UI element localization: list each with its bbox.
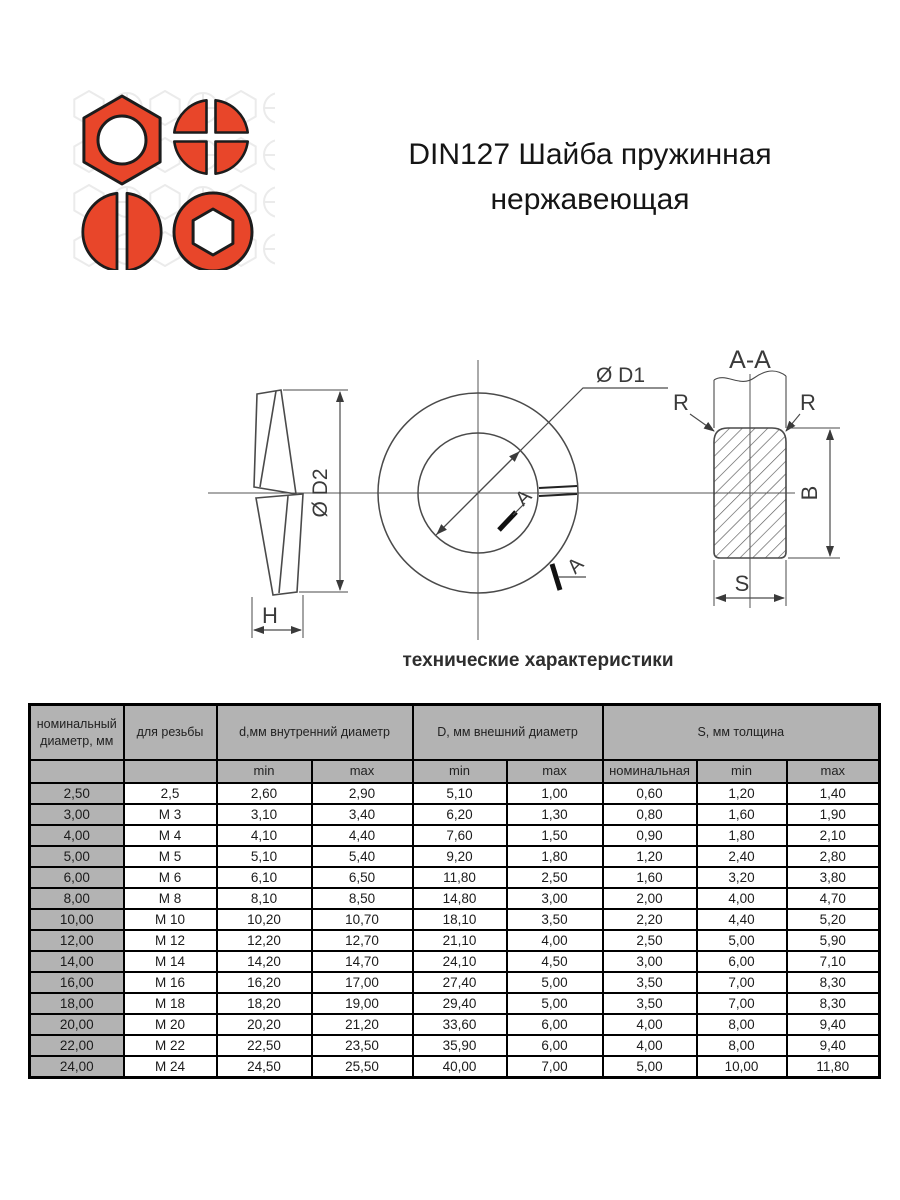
spec-table — [28, 703, 881, 1079]
table-cell: 11,80 — [413, 867, 507, 888]
table-cell: M 14 — [124, 951, 217, 972]
table-cell: 27,40 — [413, 972, 507, 993]
table-cell: 8,30 — [787, 972, 880, 993]
col-header-thickness: S, мм толщина — [603, 705, 880, 761]
table-row — [30, 867, 880, 888]
table-cell: M 5 — [124, 846, 217, 867]
table-cell: 14,20 — [217, 951, 312, 972]
table-cell: 7,00 — [697, 972, 787, 993]
table-cell: 18,10 — [413, 909, 507, 930]
dim-label-s: S — [734, 571, 750, 596]
table-row — [30, 846, 880, 867]
table-cell: 4,00 — [697, 888, 787, 909]
subheader-max: max — [507, 760, 603, 783]
table-cell: 7,00 — [697, 993, 787, 1014]
table-cell: 8,50 — [312, 888, 413, 909]
dim-label-d1: Ø D1 — [596, 364, 646, 387]
table-cell: 3,10 — [217, 804, 312, 825]
table-cell: 22,50 — [217, 1035, 312, 1056]
table-cell: 8,10 — [217, 888, 312, 909]
nominal-diameter-cell: 5,00 — [30, 846, 124, 867]
table-cell: 5,10 — [217, 846, 312, 867]
table-cell: 5,00 — [507, 972, 603, 993]
hex-socket-icon — [174, 193, 252, 270]
table-cell: 8,00 — [697, 1014, 787, 1035]
subheader-max: max — [312, 760, 413, 783]
table-cell: 1,20 — [697, 783, 787, 804]
table-cell: M 22 — [124, 1035, 217, 1056]
table-cell: 6,00 — [697, 951, 787, 972]
nominal-diameter-cell: 12,00 — [30, 930, 124, 951]
table-row — [30, 825, 880, 846]
technical-drawing — [0, 330, 900, 665]
table-cell: M 18 — [124, 993, 217, 1014]
table-cell: 5,10 — [413, 783, 507, 804]
table-row — [30, 1035, 880, 1056]
table-cell: 1,00 — [507, 783, 603, 804]
table-cell: 24,50 — [217, 1056, 312, 1078]
table-cell: 24,10 — [413, 951, 507, 972]
table-row — [30, 951, 880, 972]
col-header-inner-diameter: d,мм внутренний диаметр — [217, 705, 413, 761]
table-cell: M 6 — [124, 867, 217, 888]
nominal-diameter-cell: 18,00 — [30, 993, 124, 1014]
table-cell: 3,50 — [603, 972, 697, 993]
table-cell: 2,5 — [124, 783, 217, 804]
table-cell: 4,40 — [697, 909, 787, 930]
table-row — [30, 888, 880, 909]
table-cell: 4,00 — [603, 1035, 697, 1056]
table-cell: 1,20 — [603, 846, 697, 867]
table-cell: 2,60 — [217, 783, 312, 804]
nominal-diameter-cell: 6,00 — [30, 867, 124, 888]
table-cell: 4,70 — [787, 888, 880, 909]
table-cell: 9,20 — [413, 846, 507, 867]
nominal-diameter-cell: 8,00 — [30, 888, 124, 909]
table-row — [30, 804, 880, 825]
table-cell: M 3 — [124, 804, 217, 825]
col-header-nominal: номинальный диаметр, мм — [30, 705, 124, 761]
table-cell: 3,00 — [507, 888, 603, 909]
table-cell: 1,50 — [507, 825, 603, 846]
table-cell: 20,20 — [217, 1014, 312, 1035]
table-cell: 0,80 — [603, 804, 697, 825]
table-cell: 2,10 — [787, 825, 880, 846]
table-cell: M 8 — [124, 888, 217, 909]
table-row — [30, 783, 880, 804]
nominal-diameter-cell: 16,00 — [30, 972, 124, 993]
table-cell: 21,20 — [312, 1014, 413, 1035]
table-cell: 1,40 — [787, 783, 880, 804]
subheader-min: min — [217, 760, 312, 783]
table-cell: 2,50 — [507, 867, 603, 888]
table-cell: 4,00 — [507, 930, 603, 951]
table-row — [30, 1056, 880, 1078]
subheader-nominal: номинальная — [603, 760, 697, 783]
table-cell: 2,40 — [697, 846, 787, 867]
table-cell: 1,60 — [603, 867, 697, 888]
table-cell: 6,50 — [312, 867, 413, 888]
table-cell: 1,30 — [507, 804, 603, 825]
side-view — [252, 390, 348, 638]
table-cell: 0,60 — [603, 783, 697, 804]
table-cell: 16,20 — [217, 972, 312, 993]
radius-label-left: R — [673, 390, 689, 415]
table-cell: 6,00 — [507, 1035, 603, 1056]
table-cell: 14,70 — [312, 951, 413, 972]
table-cell: 25,50 — [312, 1056, 413, 1078]
dim-label-h: H — [262, 603, 278, 628]
table-cell: 5,20 — [787, 909, 880, 930]
nominal-diameter-cell: 24,00 — [30, 1056, 124, 1078]
subheader-empty — [30, 760, 124, 783]
table-cell: 4,40 — [312, 825, 413, 846]
table-cell: 6,20 — [413, 804, 507, 825]
table-cell: 4,50 — [507, 951, 603, 972]
table-cell: 5,00 — [697, 930, 787, 951]
table-cell: 2,50 — [603, 930, 697, 951]
table-cell: 3,40 — [312, 804, 413, 825]
table-cell: 1,60 — [697, 804, 787, 825]
table-cell: M 4 — [124, 825, 217, 846]
table-cell: M 24 — [124, 1056, 217, 1078]
table-cell: 14,80 — [413, 888, 507, 909]
table-cell: M 16 — [124, 972, 217, 993]
table-cell: 6,00 — [507, 1014, 603, 1035]
table-cell: 9,40 — [787, 1014, 880, 1035]
table-cell: 0,90 — [603, 825, 697, 846]
table-cell: 2,90 — [312, 783, 413, 804]
table-cell: 29,40 — [413, 993, 507, 1014]
table-cell: 3,20 — [697, 867, 787, 888]
table-cell: 5,40 — [312, 846, 413, 867]
nominal-diameter-cell: 22,00 — [30, 1035, 124, 1056]
subheader-min: min — [413, 760, 507, 783]
table-cell: 10,00 — [697, 1056, 787, 1078]
table-subheader-row — [30, 760, 880, 783]
subheader-empty — [124, 760, 217, 783]
table-cell: 4,10 — [217, 825, 312, 846]
table-cell: 8,00 — [697, 1035, 787, 1056]
table-cell: 7,10 — [787, 951, 880, 972]
table-cell: 23,50 — [312, 1035, 413, 1056]
table-cell: 1,80 — [507, 846, 603, 867]
table-cell: 18,20 — [217, 993, 312, 1014]
table-row — [30, 930, 880, 951]
section-title: A-A — [729, 346, 771, 374]
table-row — [30, 993, 880, 1014]
table-cell: 6,10 — [217, 867, 312, 888]
page-title — [320, 132, 860, 222]
col-header-outer-diameter: D, мм внешний диаметр — [413, 705, 603, 761]
table-cell: 17,00 — [312, 972, 413, 993]
section-mark-label-outer: A — [563, 553, 589, 579]
subheader-max: max — [787, 760, 880, 783]
table-cell: 8,30 — [787, 993, 880, 1014]
table-cell: M 10 — [124, 909, 217, 930]
dim-label-d2: Ø D2 — [309, 468, 332, 518]
table-cell: 1,90 — [787, 804, 880, 825]
table-cell: 1,80 — [697, 825, 787, 846]
table-cell: M 12 — [124, 930, 217, 951]
spec-table-body — [30, 783, 880, 1078]
spec-heading: технические характеристики — [402, 650, 674, 671]
nominal-diameter-cell: 20,00 — [30, 1014, 124, 1035]
table-cell: 3,80 — [787, 867, 880, 888]
table-cell: 5,00 — [507, 993, 603, 1014]
table-cell: 7,00 — [507, 1056, 603, 1078]
table-cell: 12,20 — [217, 930, 312, 951]
table-cell: 2,00 — [603, 888, 697, 909]
table-cell: 3,00 — [603, 951, 697, 972]
nominal-diameter-cell: 4,00 — [30, 825, 124, 846]
table-cell: 4,00 — [603, 1014, 697, 1035]
table-row — [30, 909, 880, 930]
table-cell: 7,60 — [413, 825, 507, 846]
table-cell: 2,80 — [787, 846, 880, 867]
table-cell: 9,40 — [787, 1035, 880, 1056]
table-cell: 3,50 — [507, 909, 603, 930]
table-cell: 5,90 — [787, 930, 880, 951]
table-cell: 12,70 — [312, 930, 413, 951]
table-cell: 11,80 — [787, 1056, 880, 1078]
table-cell: 5,00 — [603, 1056, 697, 1078]
dim-label-b: B — [797, 485, 822, 501]
product-title-line1: DIN127 Шайба пружинная — [408, 138, 772, 171]
section-mark-label-inner: A — [511, 485, 537, 511]
table-cell: 33,60 — [413, 1014, 507, 1035]
table-row — [30, 1014, 880, 1035]
subheader-min: min — [697, 760, 787, 783]
radius-label-right: R — [800, 390, 816, 415]
nominal-diameter-cell: 3,00 — [30, 804, 124, 825]
table-cell: 19,00 — [312, 993, 413, 1014]
table-cell: M 20 — [124, 1014, 217, 1035]
table-cell: 3,50 — [603, 993, 697, 1014]
table-header-row — [30, 705, 880, 761]
nominal-diameter-cell: 2,50 — [30, 783, 124, 804]
table-cell: 10,20 — [217, 909, 312, 930]
table-cell: 35,90 — [413, 1035, 507, 1056]
table-row — [30, 972, 880, 993]
brand-logo — [70, 85, 275, 270]
table-cell: 2,20 — [603, 909, 697, 930]
table-cell: 10,70 — [312, 909, 413, 930]
centerlines — [208, 360, 795, 640]
nominal-diameter-cell: 14,00 — [30, 951, 124, 972]
nominal-diameter-cell: 10,00 — [30, 909, 124, 930]
product-title-line2: нержавеющая — [490, 183, 690, 216]
col-header-thread: для резьбы — [124, 705, 217, 761]
table-cell: 21,10 — [413, 930, 507, 951]
table-cell: 40,00 — [413, 1056, 507, 1078]
